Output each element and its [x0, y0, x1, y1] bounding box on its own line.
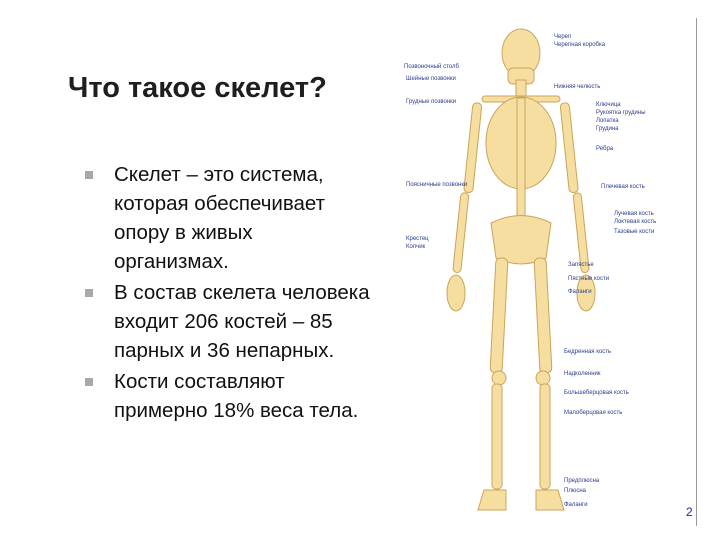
svg-text:Лучевая кость: Лучевая кость — [614, 211, 654, 217]
slide-title: Что такое скелет? — [68, 72, 327, 104]
svg-text:Грудные позвонки: Грудные позвонки — [406, 99, 457, 105]
bullet-item — [82, 278, 372, 365]
bullet-text: В состав скелета человека входит 206 костей – 85 парных и 36 непарных. — [114, 281, 370, 362]
square-bullet-icon — [85, 289, 93, 297]
svg-text:Плюсна: Плюсна — [564, 488, 586, 494]
svg-text:Пястные кости: Пястные кости — [568, 276, 610, 282]
svg-text:Предплюсна: Предплюсна — [564, 478, 600, 484]
svg-text:Копчик: Копчик — [406, 244, 426, 250]
svg-text:Поясничные позвонки: Поясничные позвонки — [406, 182, 468, 188]
svg-text:Крестец: Крестец — [406, 236, 429, 242]
svg-text:Нижняя челюсть: Нижняя челюсть — [554, 84, 601, 90]
svg-text:Шейные позвонки: Шейные позвонки — [406, 76, 456, 82]
bullet-item — [82, 160, 372, 276]
svg-text:Позвоночный столб: Позвоночный столб — [404, 64, 459, 70]
svg-text:Малоберцовая кость: Малоберцовая кость — [564, 410, 623, 416]
svg-text:Черепная коробка: Черепная коробка — [554, 42, 606, 48]
svg-text:Рукоятка грудины: Рукоятка грудины — [596, 110, 646, 116]
svg-text:Надколенник: Надколенник — [564, 371, 601, 377]
skeleton-figure — [396, 18, 697, 526]
svg-text:Ребра: Ребра — [596, 146, 614, 152]
svg-text:Лопатка: Лопатка — [596, 118, 619, 124]
square-bullet-icon — [85, 378, 93, 386]
svg-text:Фаланги: Фаланги — [564, 502, 588, 508]
svg-text:Локтевая кость: Локтевая кость — [614, 219, 657, 225]
svg-text:Бедренная кость: Бедренная кость — [564, 349, 612, 355]
svg-text:Фаланги: Фаланги — [568, 289, 592, 295]
bullet-text: Кости составляют примерно 18% веса тела. — [114, 370, 359, 422]
bullet-list — [82, 160, 372, 427]
bullet-item — [82, 367, 372, 425]
svg-text:Череп: Череп — [554, 34, 572, 40]
svg-text:Большеберцовая кость: Большеберцовая кость — [564, 390, 629, 396]
svg-text:Тазовые кости: Тазовые кости — [614, 229, 655, 235]
svg-text:Ключица: Ключица — [596, 102, 621, 108]
square-bullet-icon — [85, 171, 93, 179]
skeleton-icon — [396, 18, 696, 526]
bullet-text: Скелет – это система, которая обеспечивает опору в живых организмах. — [114, 163, 325, 273]
svg-text:Грудина: Грудина — [596, 126, 619, 132]
svg-text:Плечевая кость: Плечевая кость — [601, 184, 645, 190]
page-number: 2 — [686, 505, 693, 519]
svg-text:Запястье: Запястье — [568, 262, 594, 268]
